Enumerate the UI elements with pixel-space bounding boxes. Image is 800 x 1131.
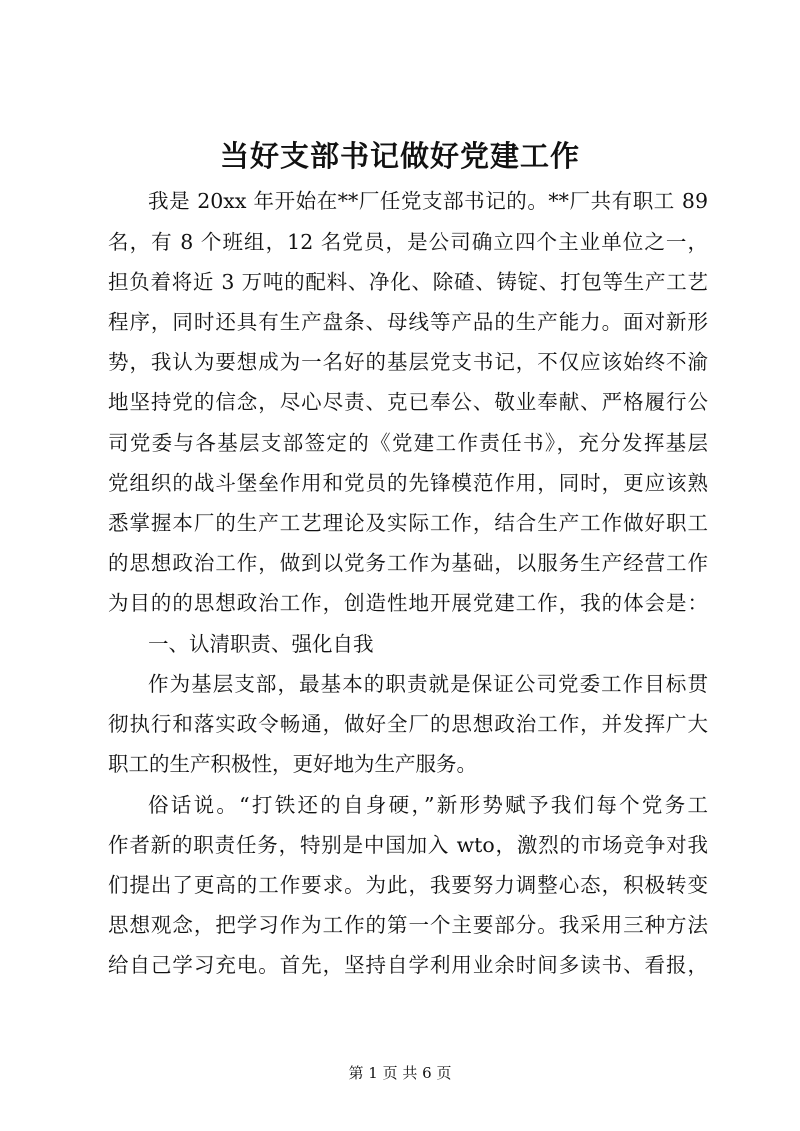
paragraph-line: 悉掌握本厂的生产工艺理论及实际工作，结合生产工作做好职工 — [108, 511, 708, 535]
paragraph-line: 俗话说。“打铁还的自身硬，”新形势赋予我们每个党务工 — [148, 793, 708, 817]
paragraph-line: 们提出了更高的工作要求。为此，我要努力调整心态，积极转变 — [108, 873, 708, 897]
paragraph-line: 司党委与各基层支部签定的《党建工作责任书》，充分发挥基层 — [108, 431, 708, 455]
paragraph-line: 给自己学习充电。首先，坚持自学利用业余时间多读书、看报， — [108, 953, 708, 977]
document-title: 当好支部书记做好党建工作 — [219, 139, 580, 173]
paragraph-line: 地坚持党的信念，尽心尽责、克已奉公、敬业奉献、严格履行公 — [108, 390, 708, 414]
paragraph-line: 作为基层支部，最基本的职责就是保证公司党委工作目标贯 — [148, 672, 708, 696]
paragraph-line: 担负着将近 3 万吨的配料、净化、除碴、铸锭、打包等生产工艺 — [108, 270, 708, 294]
paragraph-line: 我是 20xx 年开始在**厂任党支部书记的。**厂共有职工 89 — [148, 189, 708, 213]
paragraph-line: 名，有 8 个班组，12 名党员，是公司确立四个主业单位之一， — [108, 230, 708, 254]
paragraph-line: 程序，同时还具有生产盘条、母线等产品的生产能力。面对新形 — [108, 310, 708, 334]
paragraph-line: 职工的生产积极性，更好地为生产服务。 — [108, 752, 477, 776]
paragraph-line: 势，我认为要想成为一名好的基层党支书记，不仅应该始终不渝 — [108, 350, 708, 374]
paragraph-line: 彻执行和落实政令畅通，做好全厂的思想政治工作，并发挥广大 — [108, 712, 708, 736]
paragraph-line: 为目的的思想政治工作，创造性地开展党建工作，我的体会是： — [108, 591, 708, 615]
section-heading: 一、认清职责、强化自我 — [148, 632, 374, 656]
paragraph-line: 思想观念，把学习作为工作的第一个主要部分。我采用三种方法 — [108, 913, 708, 937]
paragraph-line: 作者新的职责任务，特别是中国加入 wto，激烈的市场竞争对我 — [108, 833, 708, 857]
page-footer: 第 1 页 共 6 页 — [348, 1064, 452, 1082]
paragraph-line: 的思想政治工作，做到以党务工作为基础，以服务生产经营工作 — [108, 551, 708, 575]
paragraph-line: 党组织的战斗堡垒作用和党员的先锋模范作用，同时，更应该熟 — [108, 471, 708, 495]
